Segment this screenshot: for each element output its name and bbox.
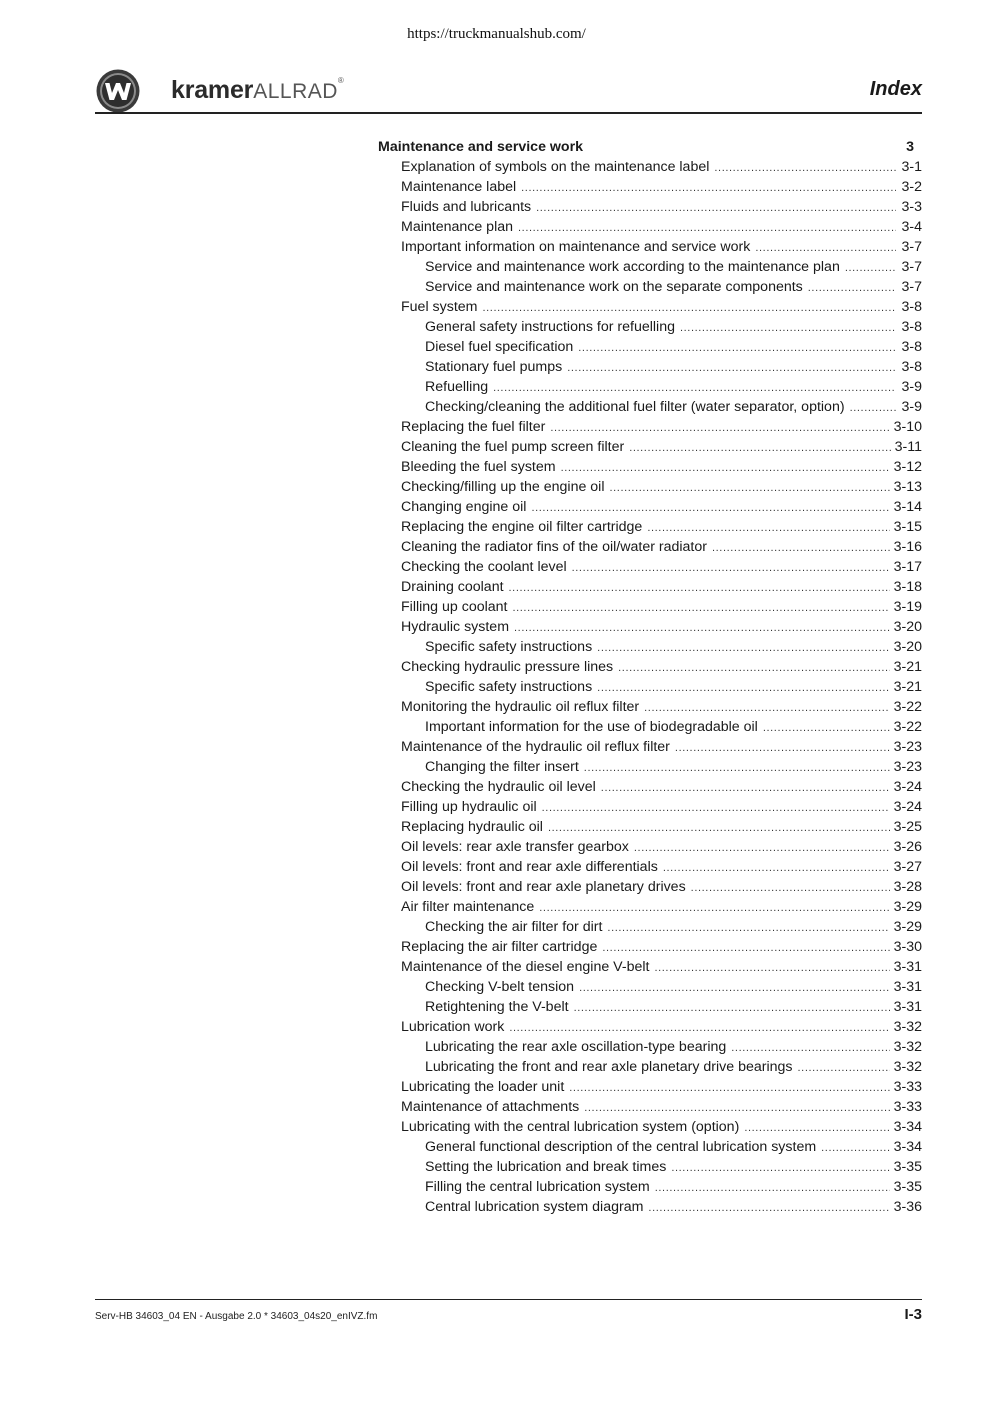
toc-entry-page: 3-20 [893, 639, 922, 655]
kramer-logo-icon [95, 68, 141, 114]
toc-leader-dots [850, 398, 896, 418]
toc-entry-page: 3-15 [893, 519, 922, 535]
toc-entry-page: 3-8 [901, 359, 922, 375]
toc-leader-dots [675, 738, 890, 758]
toc-entry-row[interactable] [378, 497, 922, 517]
toc-entry-row[interactable] [378, 257, 922, 277]
toc-entry-page: 3-1 [901, 159, 922, 175]
toc-leader-dots [647, 518, 889, 538]
toc-entry-row[interactable] [378, 217, 922, 237]
toc-entry-title: Diesel fuel specification [425, 339, 574, 355]
toc-leader-dots [509, 578, 890, 598]
toc-entry-page: 3-7 [901, 259, 922, 275]
toc-leader-dots [763, 718, 890, 738]
toc-leader-dots [601, 778, 890, 798]
toc-entry-title: Checking the hydraulic oil level [401, 779, 596, 795]
toc-entry-row[interactable] [378, 477, 922, 497]
toc-leader-dots [512, 598, 889, 618]
toc-leader-dots [539, 898, 889, 918]
toc-leader-dots [618, 658, 889, 678]
toc-entry-title: Maintenance label [401, 179, 517, 195]
toc-leader-dots [798, 1058, 890, 1078]
toc-leader-dots [671, 1158, 889, 1178]
toc-leader-dots [521, 178, 896, 198]
toc-entry-row[interactable] [378, 777, 922, 797]
toc-entry-row[interactable] [378, 237, 922, 257]
toc-entry-page: 3-16 [893, 539, 922, 555]
toc-leader-dots [542, 798, 890, 818]
toc-entry-title: Maintenance of the hydraulic oil reflux filter [401, 739, 670, 755]
toc-entry-title: Maintenance of attachments [401, 1099, 580, 1115]
toc-entry-page: 3-10 [893, 419, 922, 435]
toc-entry-title: Central lubrication system diagram [425, 1199, 644, 1215]
toc-entry-title: Fluids and lubricants [401, 199, 532, 215]
toc-entry-row[interactable] [378, 337, 922, 357]
toc-leader-dots [578, 338, 896, 358]
toc-entry-row[interactable] [378, 877, 922, 897]
toc-entry-page: 3-35 [893, 1179, 922, 1195]
toc-entry-title: Air filter maintenance [401, 899, 535, 915]
footer-page-number: I-3 [904, 1306, 922, 1323]
toc-entry-row[interactable] [378, 677, 922, 697]
toc-chapter-row[interactable] [378, 137, 922, 157]
toc-entry-row[interactable] [378, 157, 922, 177]
toc-entry-title: Checking/filling up the engine oil [401, 479, 605, 495]
toc-entry-row[interactable] [378, 577, 922, 597]
toc-leader-dots [509, 1018, 889, 1038]
toc-entry-title: Checking the air filter for dirt [425, 919, 603, 935]
toc-entry-page: 3-14 [893, 499, 922, 515]
toc-leader-dots [514, 618, 890, 638]
toc-entry-title: General safety instructions for refuelling [425, 319, 675, 335]
toc-leader-dots [531, 498, 889, 518]
toc-leader-dots [569, 1078, 889, 1098]
toc-entry-title: Lubricating the rear axle oscillation-type bearing [425, 1039, 727, 1055]
toc-entry-title: Stationary fuel pumps [425, 359, 563, 375]
toc-entry-page: 3-21 [893, 679, 922, 695]
toc-entry-title: Fuel system [401, 299, 478, 315]
table-of-contents [378, 137, 922, 1217]
toc-entry-row[interactable] [378, 457, 922, 477]
toc-entry-page: 3-12 [893, 459, 922, 475]
toc-entry-row[interactable] [378, 1097, 922, 1117]
toc-entry-title: Draining coolant [401, 579, 504, 595]
toc-entry-title: Oil levels: front and rear axle differentials [401, 859, 658, 875]
toc-entry-row[interactable] [378, 797, 922, 817]
toc-entry-title: Refuelling [425, 379, 489, 395]
toc-entry-page: 3-13 [893, 479, 922, 495]
toc-entry-page: 3-30 [893, 939, 922, 955]
toc-leader-dots [648, 1198, 889, 1218]
toc-entry-row[interactable] [378, 997, 922, 1017]
toc-entry-title: Specific safety instructions [425, 679, 593, 695]
toc-entry-row[interactable] [378, 1157, 922, 1177]
toc-leader-dots [579, 978, 890, 998]
toc-entry-page: 3-27 [893, 859, 922, 875]
toc-entry-page: 3-32 [893, 1019, 922, 1035]
toc-entry-row[interactable] [378, 957, 922, 977]
toc-entry-page: 3-32 [893, 1059, 922, 1075]
source-url[interactable]: https://truckmanualshub.com/ [407, 26, 586, 42]
page-title: Index [869, 78, 922, 100]
toc-entry-row[interactable] [378, 597, 922, 617]
toc-entry-title: Service and maintenance work according to the maintenance plan [425, 259, 840, 275]
toc-leader-dots [584, 758, 890, 778]
toc-entry-title: Lubricating the loader unit [401, 1079, 565, 1095]
toc-entry-title: Retightening the V-belt [425, 999, 569, 1015]
toc-leader-dots [597, 678, 889, 698]
toc-entry-title: Specific safety instructions [425, 639, 593, 655]
toc-leader-dots [744, 1118, 889, 1138]
toc-entry-title: Oil levels: front and rear axle planetary drives [401, 879, 686, 895]
toc-entry-title: Filling up hydraulic oil [401, 799, 537, 815]
toc-entry-title: Maintenance plan [401, 219, 514, 235]
toc-entry-title: Maintenance of the diesel engine V-belt [401, 959, 650, 975]
toc-entry-title: Filling up coolant [401, 599, 508, 615]
toc-entry-row[interactable] [378, 177, 922, 197]
toc-entry-row[interactable] [378, 277, 922, 297]
toc-entry-row[interactable] [378, 897, 922, 917]
toc-entry-row[interactable] [378, 1077, 922, 1097]
toc-entry-page: 3-8 [901, 339, 922, 355]
registered-mark: ® [337, 76, 344, 85]
toc-entry-page: 3-31 [893, 979, 922, 995]
toc-leader-dots [482, 298, 896, 318]
toc-leader-dots [572, 558, 890, 578]
toc-entry-page: 3-20 [893, 619, 922, 635]
toc-entry-page: 3-34 [893, 1119, 922, 1135]
toc-entry-page: 3-25 [893, 819, 922, 835]
toc-entry-title: Replacing hydraulic oil [401, 819, 543, 835]
toc-leader-dots [629, 438, 890, 458]
toc-entry-row[interactable] [378, 1037, 922, 1057]
toc-leader-dots [518, 218, 896, 238]
toc-entry-title: Checking/cleaning the additional fuel filter (water separator, option) [425, 399, 845, 415]
toc-entry-title: Filling the central lubrication system [425, 1179, 650, 1195]
toc-entry-title: Replacing the engine oil filter cartridge [401, 519, 643, 535]
toc-leader-dots [712, 538, 890, 558]
toc-leader-dots [655, 1178, 890, 1198]
toc-entry-page: 3-8 [901, 319, 922, 335]
toc-entry-page: 3-3 [901, 199, 922, 215]
toc-entry-title: Maintenance and service work [378, 139, 584, 155]
toc-entry-row[interactable] [378, 437, 922, 457]
toc-entry-row[interactable] [378, 737, 922, 757]
toc-leader-dots [493, 378, 896, 398]
toc-entry-row[interactable] [378, 537, 922, 557]
toc-entry-page: 3-24 [893, 799, 922, 815]
toc-entry-page: 3-7 [901, 239, 922, 255]
toc-entry-row[interactable] [378, 857, 922, 877]
toc-entry-page: 3-9 [901, 399, 922, 415]
toc-entry-title: Checking V-belt tension [425, 979, 575, 995]
toc-entry-page: 3-24 [893, 779, 922, 795]
toc-entry-page: 3-28 [893, 879, 922, 895]
toc-entry-title: Service and maintenance work on the separate components [425, 279, 803, 295]
toc-entry-title: Cleaning the fuel pump screen filter [401, 439, 625, 455]
toc-entry-page: 3-29 [893, 899, 922, 915]
toc-entry-page: 3-23 [893, 759, 922, 775]
toc-leader-dots [680, 318, 896, 338]
toc-entry-page: 3-17 [893, 559, 922, 575]
footer-document-info: Serv-HB 34603_04 EN - Ausgabe 2.0 * 34603_04s20_enIVZ.fm [95, 1311, 378, 1322]
toc-leader-dots [821, 1138, 889, 1158]
toc-entry-row[interactable] [378, 817, 922, 837]
toc-entry-title: Checking the coolant level [401, 559, 567, 575]
toc-entry-row[interactable] [378, 757, 922, 777]
toc-entry-title: Setting the lubrication and break times [425, 1159, 667, 1175]
toc-entry-page: 3-8 [901, 299, 922, 315]
toc-entry-row[interactable] [378, 697, 922, 717]
toc-entry-page: 3-32 [893, 1039, 922, 1055]
toc-entry-page: 3-19 [893, 599, 922, 615]
footer-divider [95, 1299, 922, 1300]
page-header [95, 66, 922, 114]
toc-entry-title: Lubricating the front and rear axle planetary drive bearings [425, 1059, 793, 1075]
toc-entry-title: Replacing the fuel filter [401, 419, 546, 435]
toc-entry-row[interactable] [378, 657, 922, 677]
toc-entry-title: Changing engine oil [401, 499, 527, 515]
toc-entry-row[interactable] [378, 357, 922, 377]
toc-entry-row[interactable] [378, 197, 922, 217]
toc-leader-dots [567, 358, 896, 378]
toc-entry-page: 3-7 [901, 279, 922, 295]
toc-leader-dots [597, 638, 889, 658]
toc-entry-page: 3-33 [893, 1099, 922, 1115]
toc-entry-row[interactable] [378, 837, 922, 857]
toc-leader-dots [584, 1098, 889, 1118]
toc-leader-dots [714, 158, 896, 178]
toc-leader-dots [574, 998, 890, 1018]
toc-entry-row[interactable] [378, 917, 922, 937]
toc-entry-row[interactable] [378, 377, 922, 397]
toc-entry-page: 3-4 [901, 219, 922, 235]
toc-entry-title: Oil levels: rear axle transfer gearbox [401, 839, 629, 855]
toc-entry-page: 3-22 [893, 699, 922, 715]
toc-entry-row[interactable] [378, 717, 922, 737]
toc-entry-row[interactable] [378, 517, 922, 537]
toc-entry-row[interactable] [378, 937, 922, 957]
toc-entry-title: Bleeding the fuel system [401, 459, 556, 475]
toc-leader-dots [691, 878, 890, 898]
toc-leader-dots [536, 198, 896, 218]
toc-entry-row[interactable] [378, 1197, 922, 1217]
toc-leader-dots [755, 238, 896, 258]
toc-entry-page: 3-35 [893, 1159, 922, 1175]
toc-entry-row[interactable] [378, 1137, 922, 1157]
toc-leader-dots [663, 858, 890, 878]
toc-entry-row[interactable] [378, 297, 922, 317]
toc-leader-dots [550, 418, 889, 438]
toc-entry-row[interactable] [378, 977, 922, 997]
toc-entry-title: Explanation of symbols on the maintenance label [401, 159, 710, 175]
toc-entry-page: 3-23 [893, 739, 922, 755]
toc-entry-page: 3-11 [894, 439, 922, 455]
toc-entry-title: Replacing the air filter cartridge [401, 939, 598, 955]
toc-entry-page: 3-36 [893, 1199, 922, 1215]
toc-entry-row[interactable] [378, 317, 922, 337]
toc-leader-dots [610, 478, 890, 498]
toc-leader-dots [808, 278, 896, 298]
toc-entry-page: 3-18 [893, 579, 922, 595]
toc-leader-dots [602, 938, 889, 958]
toc-entry-title: Lubricating with the central lubrication system (option) [401, 1119, 740, 1135]
toc-entry-title: Lubrication work [401, 1019, 505, 1035]
toc-leader-dots [634, 838, 890, 858]
toc-entry-page: 3-31 [893, 959, 922, 975]
toc-entry-title: Checking hydraulic pressure lines [401, 659, 614, 675]
toc-entry-row[interactable] [378, 1017, 922, 1037]
toc-entry-title: General functional description of the central lubrication system [425, 1139, 817, 1155]
toc-entry-row[interactable] [378, 1177, 922, 1197]
toc-entry-title: Monitoring the hydraulic oil reflux filter [401, 699, 640, 715]
toc-entry-page: 3-21 [893, 659, 922, 675]
toc-leader-dots [548, 818, 890, 838]
toc-entry-page: 3-9 [901, 379, 922, 395]
toc-leader-dots [607, 918, 889, 938]
brand-light: ALLRAD [253, 80, 338, 103]
toc-entry-row[interactable] [378, 1117, 922, 1137]
toc-entry-title: Important information for the use of biodegradable oil [425, 719, 758, 735]
toc-entry-row[interactable] [378, 617, 922, 637]
toc-leader-dots [654, 958, 889, 978]
toc-entry-page: 3-22 [893, 719, 922, 735]
header-divider [95, 112, 922, 114]
toc-entry-title: Cleaning the radiator fins of the oil/water radiator [401, 539, 707, 555]
toc-entry-page: 3-31 [893, 999, 922, 1015]
toc-entry-row[interactable] [378, 557, 922, 577]
toc-entry-row[interactable] [378, 417, 922, 437]
toc-leader-dots [731, 1038, 889, 1058]
toc-entry-page: 3 [906, 139, 914, 155]
toc-leader-dots [561, 458, 890, 478]
brand-bold: kramer [171, 76, 254, 104]
toc-leader-dots [845, 258, 896, 278]
toc-entry-title: Important information on maintenance and service work [401, 239, 751, 255]
brand-wordmark [171, 76, 344, 105]
toc-leader-dots [644, 698, 889, 718]
toc-entry-page: 3-34 [893, 1139, 922, 1155]
toc-entry-page: 3-29 [893, 919, 922, 935]
toc-entry-page: 3-33 [893, 1079, 922, 1095]
toc-entry-page: 3-26 [893, 839, 922, 855]
toc-entry-title: Changing the filter insert [425, 759, 579, 775]
toc-entry-row[interactable] [378, 637, 922, 657]
toc-entry-page: 3-2 [901, 179, 922, 195]
toc-entry-title: Hydraulic system [401, 619, 510, 635]
toc-entry-row[interactable] [378, 397, 922, 417]
toc-entry-row[interactable] [378, 1057, 922, 1077]
